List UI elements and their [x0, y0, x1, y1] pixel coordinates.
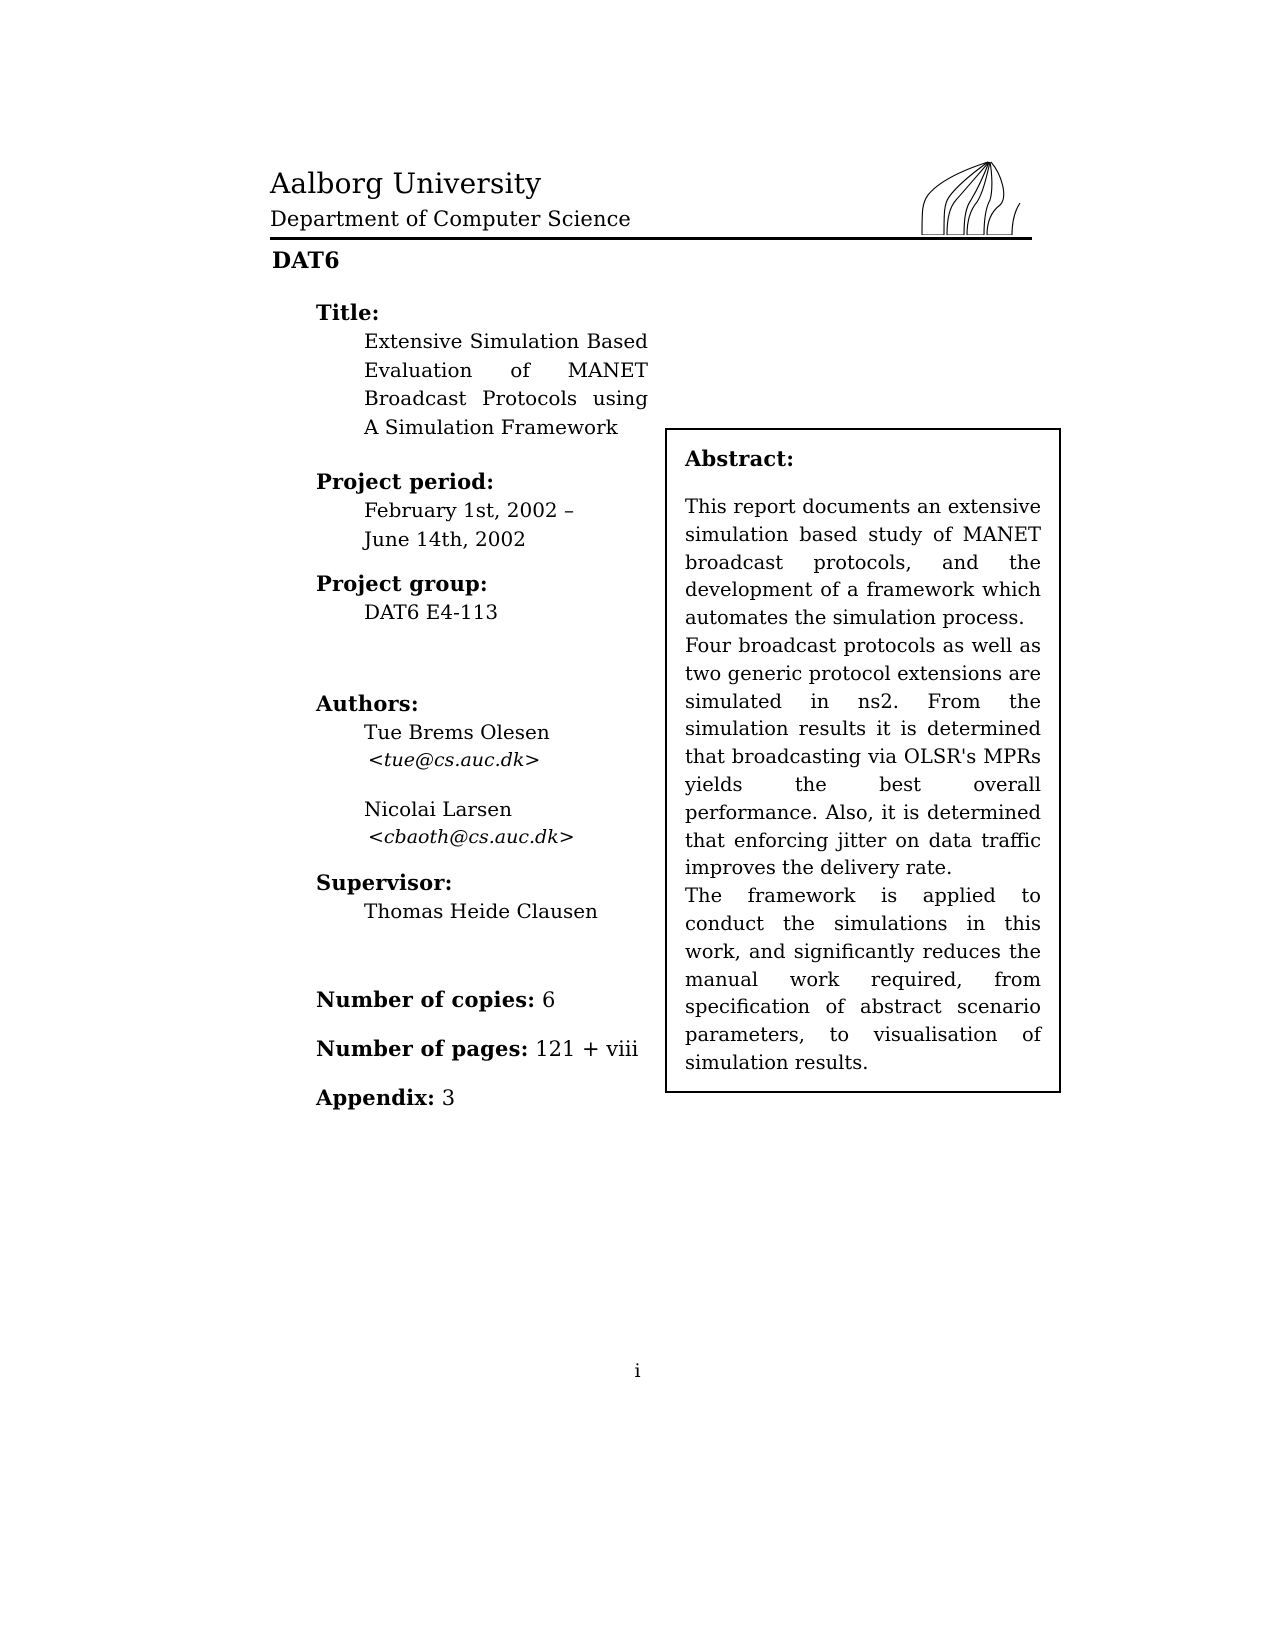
supervisor-value: Thomas Heide Clausen — [364, 898, 598, 923]
header-text-block — [270, 167, 631, 235]
aalborg-university-logo-icon — [892, 155, 1032, 235]
page-number: i — [634, 1360, 641, 1382]
project-period-line-1: February 1st, 2002 – — [364, 498, 574, 522]
abstract-box — [665, 428, 1061, 1093]
copies-value: 6 — [541, 988, 556, 1012]
title-value: Extensive Simulation Based Evaluation of MANET Broadcast Protocols using A Simulation Framework — [364, 329, 648, 439]
supervisor-label: Supervisor: — [316, 869, 453, 895]
author-entry — [364, 795, 648, 852]
field-title — [316, 298, 648, 441]
title-label: Title: — [316, 300, 380, 325]
university-name: Aalborg University — [270, 167, 542, 200]
spacer — [316, 553, 648, 569]
author-entry — [364, 718, 648, 775]
header-divider — [270, 237, 1032, 240]
appendix-label: Appendix: — [316, 1085, 436, 1110]
authors-list — [364, 718, 648, 852]
field-authors — [316, 689, 648, 852]
spacer — [316, 441, 648, 467]
abstract-paragraph: Four broadcast protocols as well as two generic protocol extensions are simulated in ns2. From the simulation results it is determined that broadcasting via OLSR's MPRs yields the best overall performance. Also, it is determined that enforcing jitter on data traffic improves the delivery rate. — [685, 633, 1041, 880]
pages-value: 121 + viii — [535, 1037, 639, 1061]
pages-label: Number of pages: — [316, 1036, 529, 1061]
abstract-paragraph: This report documents an extensive simulation based study of MANET broadcast protocols, and the development of a framework which automates the simulation process. — [685, 495, 1041, 630]
copies-label: Number of copies: — [316, 987, 536, 1012]
field-project-period — [316, 467, 648, 553]
field-project-group — [316, 569, 648, 627]
project-group-label: Project group: — [316, 571, 488, 596]
project-info-column — [316, 298, 648, 925]
abstract-title: Abstract: — [685, 446, 795, 471]
field-supervisor — [316, 868, 648, 926]
author-name: Tue Brems Olesen — [364, 719, 550, 744]
header-row — [270, 155, 1032, 235]
project-period-value — [364, 496, 648, 553]
author-email: <tue@cs.auc.dk> — [368, 749, 541, 771]
spacer — [316, 852, 648, 868]
department-name: Department of Computer Science — [270, 207, 631, 231]
project-period-label: Project period: — [316, 469, 495, 494]
author-name: Nicolai Larsen — [364, 796, 512, 821]
abstract-paragraph: The framework is applied to conduct the simulations in this work, and significantly reduces the manual work required, from specification of abstract scenario parameters, to visualisation of simulation results. — [685, 884, 1041, 1074]
appendix-value: 3 — [441, 1086, 456, 1110]
project-period-line-2: June 14th, 2002 — [364, 526, 526, 551]
project-group-value: DAT6 E4-113 — [364, 600, 499, 624]
spacer — [316, 627, 648, 689]
course-code: DAT6 — [272, 248, 340, 274]
author-email: <cbaoth@cs.auc.dk> — [368, 826, 575, 848]
page-header — [270, 155, 1032, 240]
authors-label: Authors: — [316, 690, 419, 716]
